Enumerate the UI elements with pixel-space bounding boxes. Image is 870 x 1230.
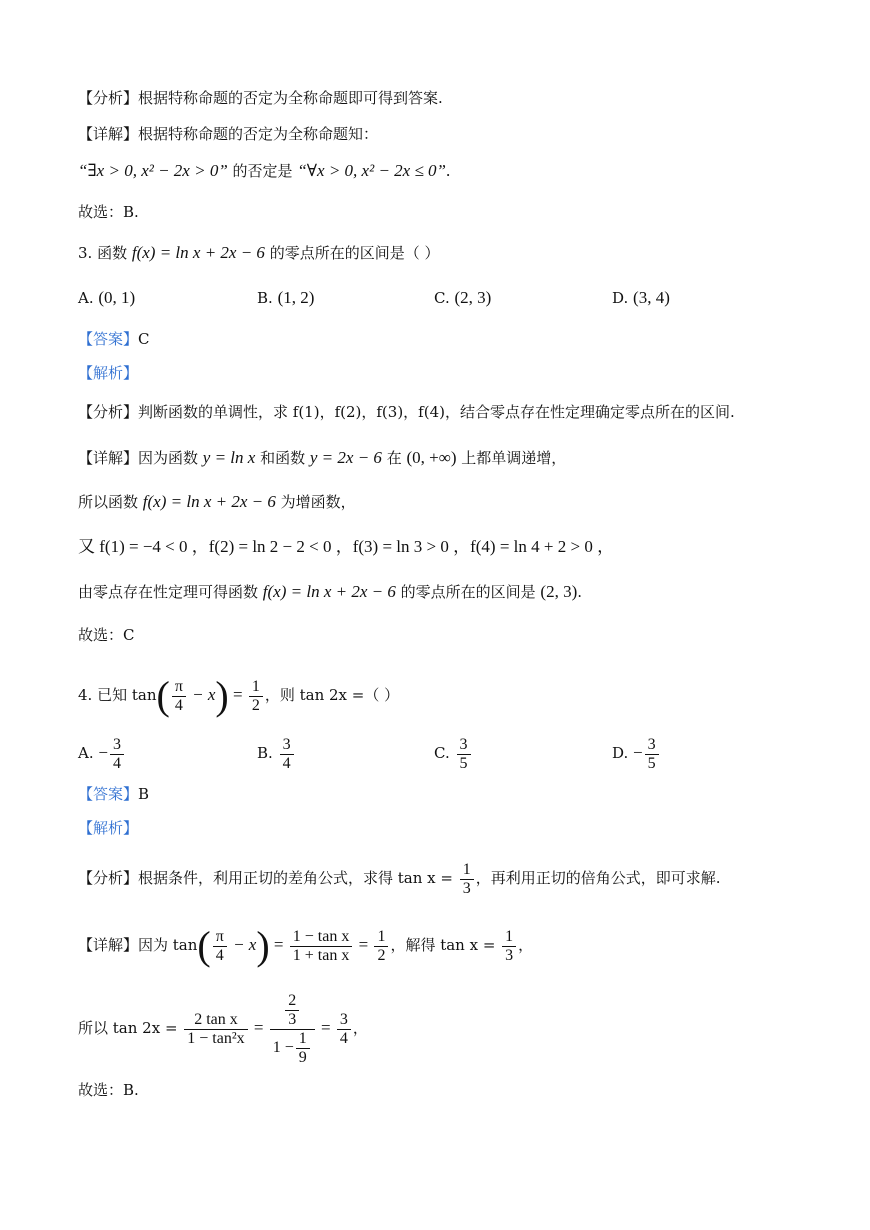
q4-line2-result [337, 1011, 351, 1048]
q2-detail: 【详解】根据特称命题的否定为全称命题知： [78, 125, 379, 143]
denominator: 5 [647, 754, 656, 772]
q4-option-b [257, 733, 296, 773]
q3-option-letter: D. [612, 289, 629, 307]
q3-line2-pre: 所以函数 [78, 493, 143, 511]
q3-stem-post: 的零点所在的区间是（ ） [264, 244, 440, 262]
q4-option-a [78, 733, 126, 773]
q3-line4-mid: 的零点所在的区间是 [395, 583, 541, 601]
denominator [270, 1030, 315, 1067]
q3-detail-pre: 【详解】因为函数 [78, 449, 203, 467]
denominator: 4 [174, 696, 183, 714]
q3-option-letter: A. [78, 289, 94, 307]
denominator: 4 [339, 1029, 348, 1047]
numerator: 2 tan x [184, 1011, 247, 1030]
numerator: 1 [296, 1030, 310, 1049]
q4-line2-pre: 所以 tan 2x = [78, 1019, 183, 1037]
q4-stem-post: ，则 tan 2x =（ ） [264, 686, 400, 704]
q3-option-letter: C. [434, 289, 450, 307]
answer-value: B [138, 785, 150, 803]
q3-detail-m3: (0, +∞) [406, 448, 457, 467]
denominator: 2 [251, 696, 260, 714]
q4-inner-frac [285, 992, 299, 1029]
q3-detail-m1: y = ln x [202, 448, 256, 467]
denominator: 4 [282, 754, 291, 772]
q4-inner-ninth [296, 1030, 310, 1067]
q4-detail-mid: ，解得 tan x = [390, 936, 501, 954]
q3-option-c [434, 288, 491, 308]
q4-line2 [78, 985, 368, 1071]
q2-choice: 故选：B. [78, 203, 139, 221]
q4-line2-frac2 [184, 1011, 247, 1048]
q3-option-b [257, 288, 314, 308]
numerator: 1 [374, 928, 388, 947]
q4-option-frac [280, 736, 294, 773]
q3-option-letter: B. [257, 289, 273, 307]
denominator: 1 + tan x [292, 946, 350, 964]
q2-neg-end: . [446, 161, 451, 180]
q3-line2-math: f(x) = ln x + 2x − 6 [142, 492, 276, 511]
q2-negation [78, 161, 450, 181]
q4-stem-pre: 4. 已知 tan [78, 686, 157, 704]
q3-line2-post: 为增函数， [275, 493, 356, 511]
q3-option-a [78, 288, 135, 308]
q3-line4-end: . [577, 583, 583, 601]
q2-neg-b: “∀x > 0, x² − 2x ≤ 0” [297, 161, 447, 180]
q4-detail-end: ， [518, 936, 534, 954]
q4-line2-end: ， [352, 1019, 368, 1037]
denominator: 1 − tan²x [187, 1029, 245, 1047]
q4-stem-half [249, 678, 263, 715]
q4-choice: 故选：B. [78, 1081, 139, 1099]
left-paren: ( [156, 673, 170, 718]
q4-detail-pre: 【详解】因为 tan [78, 936, 198, 954]
q3-detail-m2: y = 2x − 6 [309, 448, 382, 467]
q3-option-value: (3, 4) [633, 288, 670, 307]
q2-neg-mid: 的否定是 [227, 162, 298, 180]
left-paren: ( [197, 923, 211, 968]
q4-stem [78, 670, 399, 720]
q4-stem-pi-frac [172, 678, 186, 715]
q4-analysis [78, 855, 721, 901]
numerator: 3 [645, 736, 659, 755]
numerator: 2 [285, 992, 299, 1011]
q3-line4 [78, 582, 582, 602]
q4-detail-frac1 [290, 928, 353, 965]
denominator: 3 [505, 946, 514, 964]
q3-analysis: 【分析】判断函数的单调性，求 f(1)，f(2)，f(3)，f(4)，结合零点存在性定理确定零点所在的区间. [78, 403, 735, 421]
q3-detail [78, 448, 566, 468]
numerator: 1 − tan x [290, 928, 353, 947]
q4-analysis-pre: 【分析】根据条件，利用正切的差角公式，求得 tan x = [78, 869, 458, 887]
numerator: π [172, 678, 186, 697]
q3-stem-pre: 3. 函数 [78, 244, 132, 262]
answer-tag: 【答案】 [78, 785, 139, 803]
numerator: 1 [502, 928, 516, 947]
q3-line3: 又 f(1) = −4 < 0 ，f(2) = ln 2 − 2 < 0 ，f(3) = ln 3 > 0 ，f(4) = ln 4 + 2 > 0 ， [78, 537, 615, 556]
numerator: 3 [110, 736, 124, 755]
q3-stem-math: f(x) = ln x + 2x − 6 [131, 243, 265, 262]
q4-detail-third [502, 928, 516, 965]
denominator: 3 [288, 1010, 297, 1028]
denominator: 2 [377, 946, 386, 964]
q4-option-letter: B. [257, 744, 273, 762]
q3-line2 [78, 492, 356, 512]
q4-option-letter: C. [434, 744, 450, 762]
q3-explain-tag: 【解析】 [78, 364, 139, 382]
q4-line2-eq2: = [316, 1018, 335, 1037]
q4-line2-eq: = [249, 1018, 268, 1037]
q4-option-d [612, 733, 661, 773]
q4-inner-den-pre: 1 − [272, 1039, 294, 1056]
numerator: 3 [337, 1011, 351, 1030]
q3-detail-post: 上都单调递增， [456, 449, 567, 467]
q3-detail-mid1: 和函数 [255, 449, 310, 467]
q4-option-frac [457, 736, 471, 773]
q3-option-value: (1, 2) [277, 288, 315, 307]
right-paren: ) [256, 923, 270, 968]
q3-option-value: (0, 1) [98, 288, 136, 307]
denominator: 5 [459, 754, 468, 772]
q3-choice: 故选：C [78, 626, 135, 644]
q2-neg-a: “∃x > 0, x² − 2x > 0” [78, 161, 228, 180]
answer-tag: 【答案】 [78, 330, 139, 348]
q3-answer [78, 329, 150, 349]
denominator: 4 [215, 946, 224, 964]
right-paren: ) [215, 673, 229, 718]
q3-line4-math: f(x) = ln x + 2x − 6 [262, 582, 396, 601]
q3-line4-pre: 由零点存在性定理可得函数 [78, 583, 263, 601]
numerator: 3 [457, 736, 471, 755]
q4-detail-minus-x: − x [228, 935, 257, 954]
q4-detail [78, 920, 533, 970]
denominator: 9 [298, 1048, 307, 1066]
q4-option-letter: A. [78, 744, 94, 762]
numerator: π [213, 928, 227, 947]
q4-detail-eq: = [269, 935, 288, 954]
q4-detail-pi-frac [213, 928, 227, 965]
q3-option-value: (2, 3) [454, 288, 492, 307]
q4-option-sign: − [98, 743, 108, 762]
denominator: 4 [112, 754, 121, 772]
q3-line4-interval: (2, 3) [540, 582, 578, 601]
q4-detail-half [374, 928, 388, 965]
numerator: 1 [249, 678, 263, 697]
q4-answer [78, 784, 149, 804]
q3-option-d [612, 288, 670, 308]
q4-option-sign: − [633, 743, 643, 762]
q4-line2-complex-frac [270, 992, 315, 1067]
q4-option-frac [110, 736, 124, 773]
q4-analysis-post: ，再利用正切的倍角公式，即可求解. [475, 869, 721, 887]
q4-option-letter: D. [612, 744, 629, 762]
q4-detail-eq2: = [354, 935, 373, 954]
q4-option-c [434, 733, 473, 773]
numerator [270, 992, 315, 1030]
answer-value: C [138, 330, 150, 348]
q3-stem [78, 243, 439, 263]
q4-option-frac [645, 736, 659, 773]
q4-stem-minus-x: − x [187, 685, 216, 704]
numerator: 1 [460, 861, 474, 880]
q3-detail-mid2: 在 [381, 449, 407, 467]
q4-analysis-frac [460, 861, 474, 898]
denominator: 3 [462, 879, 471, 897]
q4-explain-tag: 【解析】 [78, 819, 139, 837]
numerator: 3 [280, 736, 294, 755]
q2-analysis: 【分析】根据特称命题的否定为全称命题即可得到答案. [78, 89, 443, 107]
q4-stem-eq: = [228, 685, 247, 704]
